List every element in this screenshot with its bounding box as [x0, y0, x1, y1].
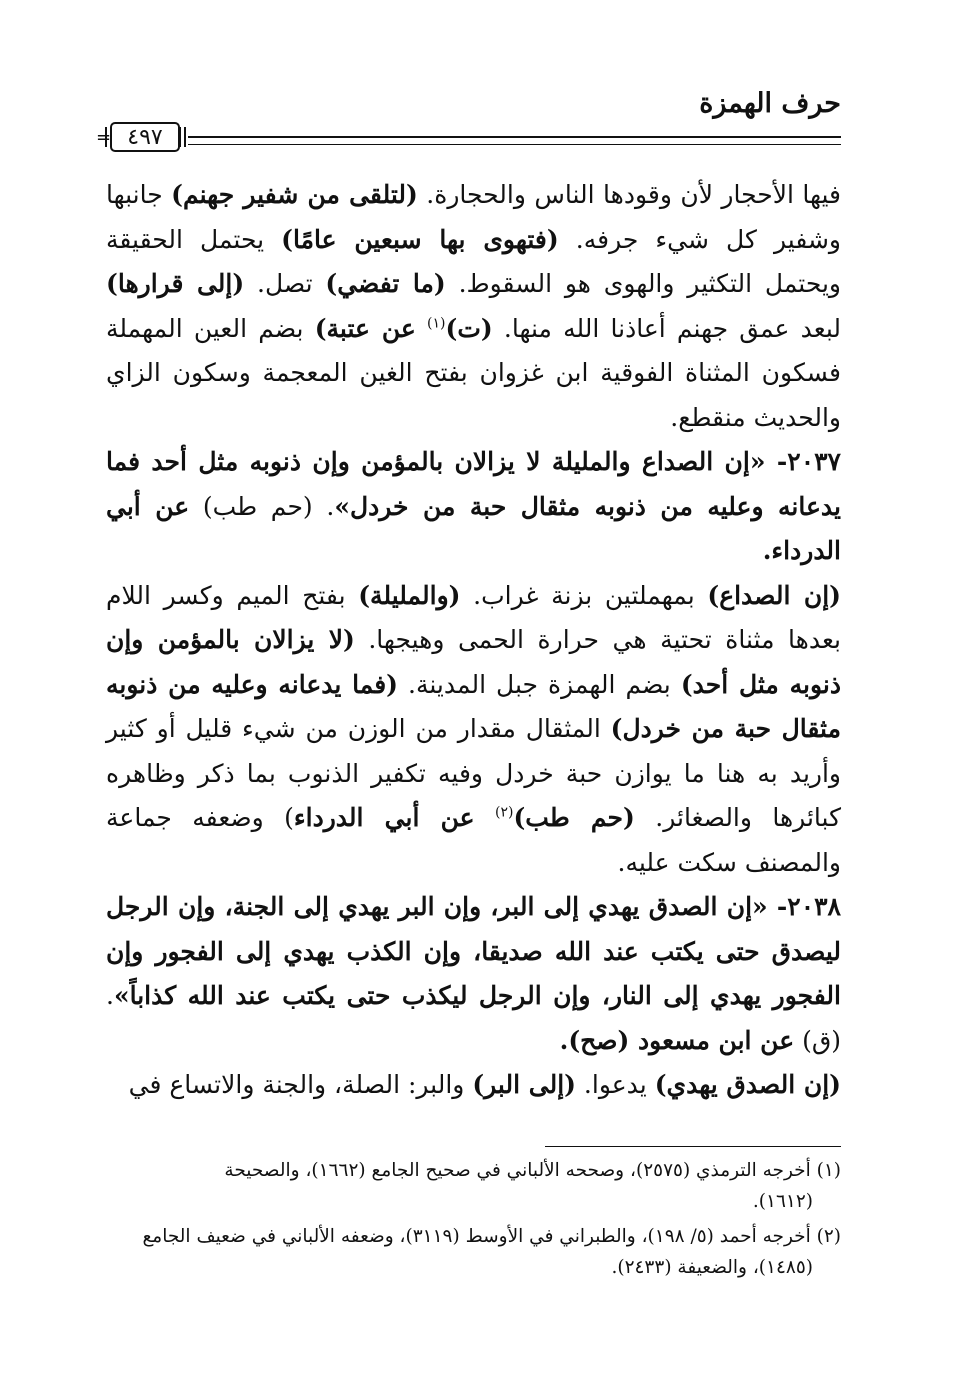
rule-mark: = [96, 127, 112, 148]
double-rule [188, 136, 841, 145]
footnotes [106, 1155, 841, 1287]
hadith-text: «إن الصداع والمليلة لا يزالان بالمؤمن وإن ذنوبه مثل أحد فما يدعانه وعليه من ذنوبه مثقال حبة من خردل» [106, 447, 841, 521]
header-rule [96, 125, 841, 150]
paragraph-commentary-3: (إن الصدق يهدي) يدعوا. (إلى البر) والبر: الصلة، والجنة والاتساع في [128, 1070, 841, 1099]
body-text [106, 173, 841, 1108]
paragraph-commentary-1: فيها الأحجار لأن وقودها الناس والحجارة. (لتلقى من شفير جهنم) جانبها وشفير كل شيء جرفه. (فتهوى بها سبعين عامًا) يحتمل الحقيقة ويحتمل التكثير والهوى هو السقوط. (ما تفضي) تصل. (إلى قرارها) لبعد عمق جهنم أعاذنا الله منها. (ت)$^{(١)}$ عن عتبة) بضم العين المهملة فسكون المثناة الفوقية ابن غزوان بفتح الغين المعجمة وسكون الزاي والحديث منقطع. [106, 180, 841, 432]
hadith-number: ٢٠٣٧- [765, 447, 841, 476]
hadith-2038: ٢٠٣٨- «إن الصدق يهدي إلى البر، وإن البر يهدي إلى الجنة، وإن الرجل ليصدق حتى يكتب عند الله صديقا، وإن الكذب يهدي إلى الفجور وإن الفجور يهدي إلى النار، وإن الرجل ليكذب حتى يكتب عند الله كذاباً». (ق) عن ابن مسعود (صح). [106, 892, 841, 1055]
footnote-2: (٢) أخرجه أحمد (٥/ ١٩٨)، والطبراني في الأوسط (٣١١٩)، وضعفه الألباني في ضعيف الجامع (١٤٨٥)، والضعيفة (٢٤٣٣). [142, 1226, 841, 1278]
footnote-separator [545, 1146, 841, 1147]
paragraph-commentary-2: (إن الصداع) بمهملتين بزنة غراب. (والمليلة) بفتح الميم وكسر اللام بعدها مثناة تحتية هي حرارة الحمى وهيجها. (لا يزالان بالمؤمن وإن ذنوبه مثل أحد) بضم الهمزة جبل المدينة. (فما يدعانه وعليه من ذنوبه مثقال حبة من خردل) المثقال مقدار من الوزن من شيء قليل أو كثير وأريد به هنا ما يوازن حبة خردل وفيه تكفير الذنوب بما ذكر وظاهره كبائرها والصغائر. (حم طب)$^{(٢)}$ عن أبي الدرداء) وضعفه جماعة والمصنف سكت عليه. [106, 580, 841, 877]
page-number: ٤٩٧ [110, 122, 180, 152]
footnote-ref-1[interactable]: (١) [427, 315, 446, 332]
footnote-ref-2[interactable]: (٢) [494, 804, 514, 821]
hadith-number: ٢٠٣٨- [767, 892, 841, 921]
hadith-2037: ٢٠٣٧- «إن الصداع والمليلة لا يزالان بالمؤمن وإن ذنوبه مثل أحد فما يدعانه وعليه من ذنوبه مثقال حبة من خردل». (حم طب) عن أبي الدرداء. [106, 447, 841, 565]
hadith-text: «إن الصدق يهدي إلى البر، وإن البر يهدي إلى الجنة، وإن الرجل ليصدق حتى يكتب عند الله صديقا، وإن الكذب يهدي إلى الفجور وإن الفجور يهدي إلى النار، وإن الرجل ليكذب حتى يكتب عند الله كذاباً» [106, 892, 841, 1010]
running-title: حرف الهمزة [699, 88, 841, 119]
footnote-1: (١) أخرجه الترمذي (٢٥٧٥)، وصححه الألباني في صحيح الجامع (١٦٦٢)، والصحيحة (١٦١٢). [224, 1160, 841, 1212]
